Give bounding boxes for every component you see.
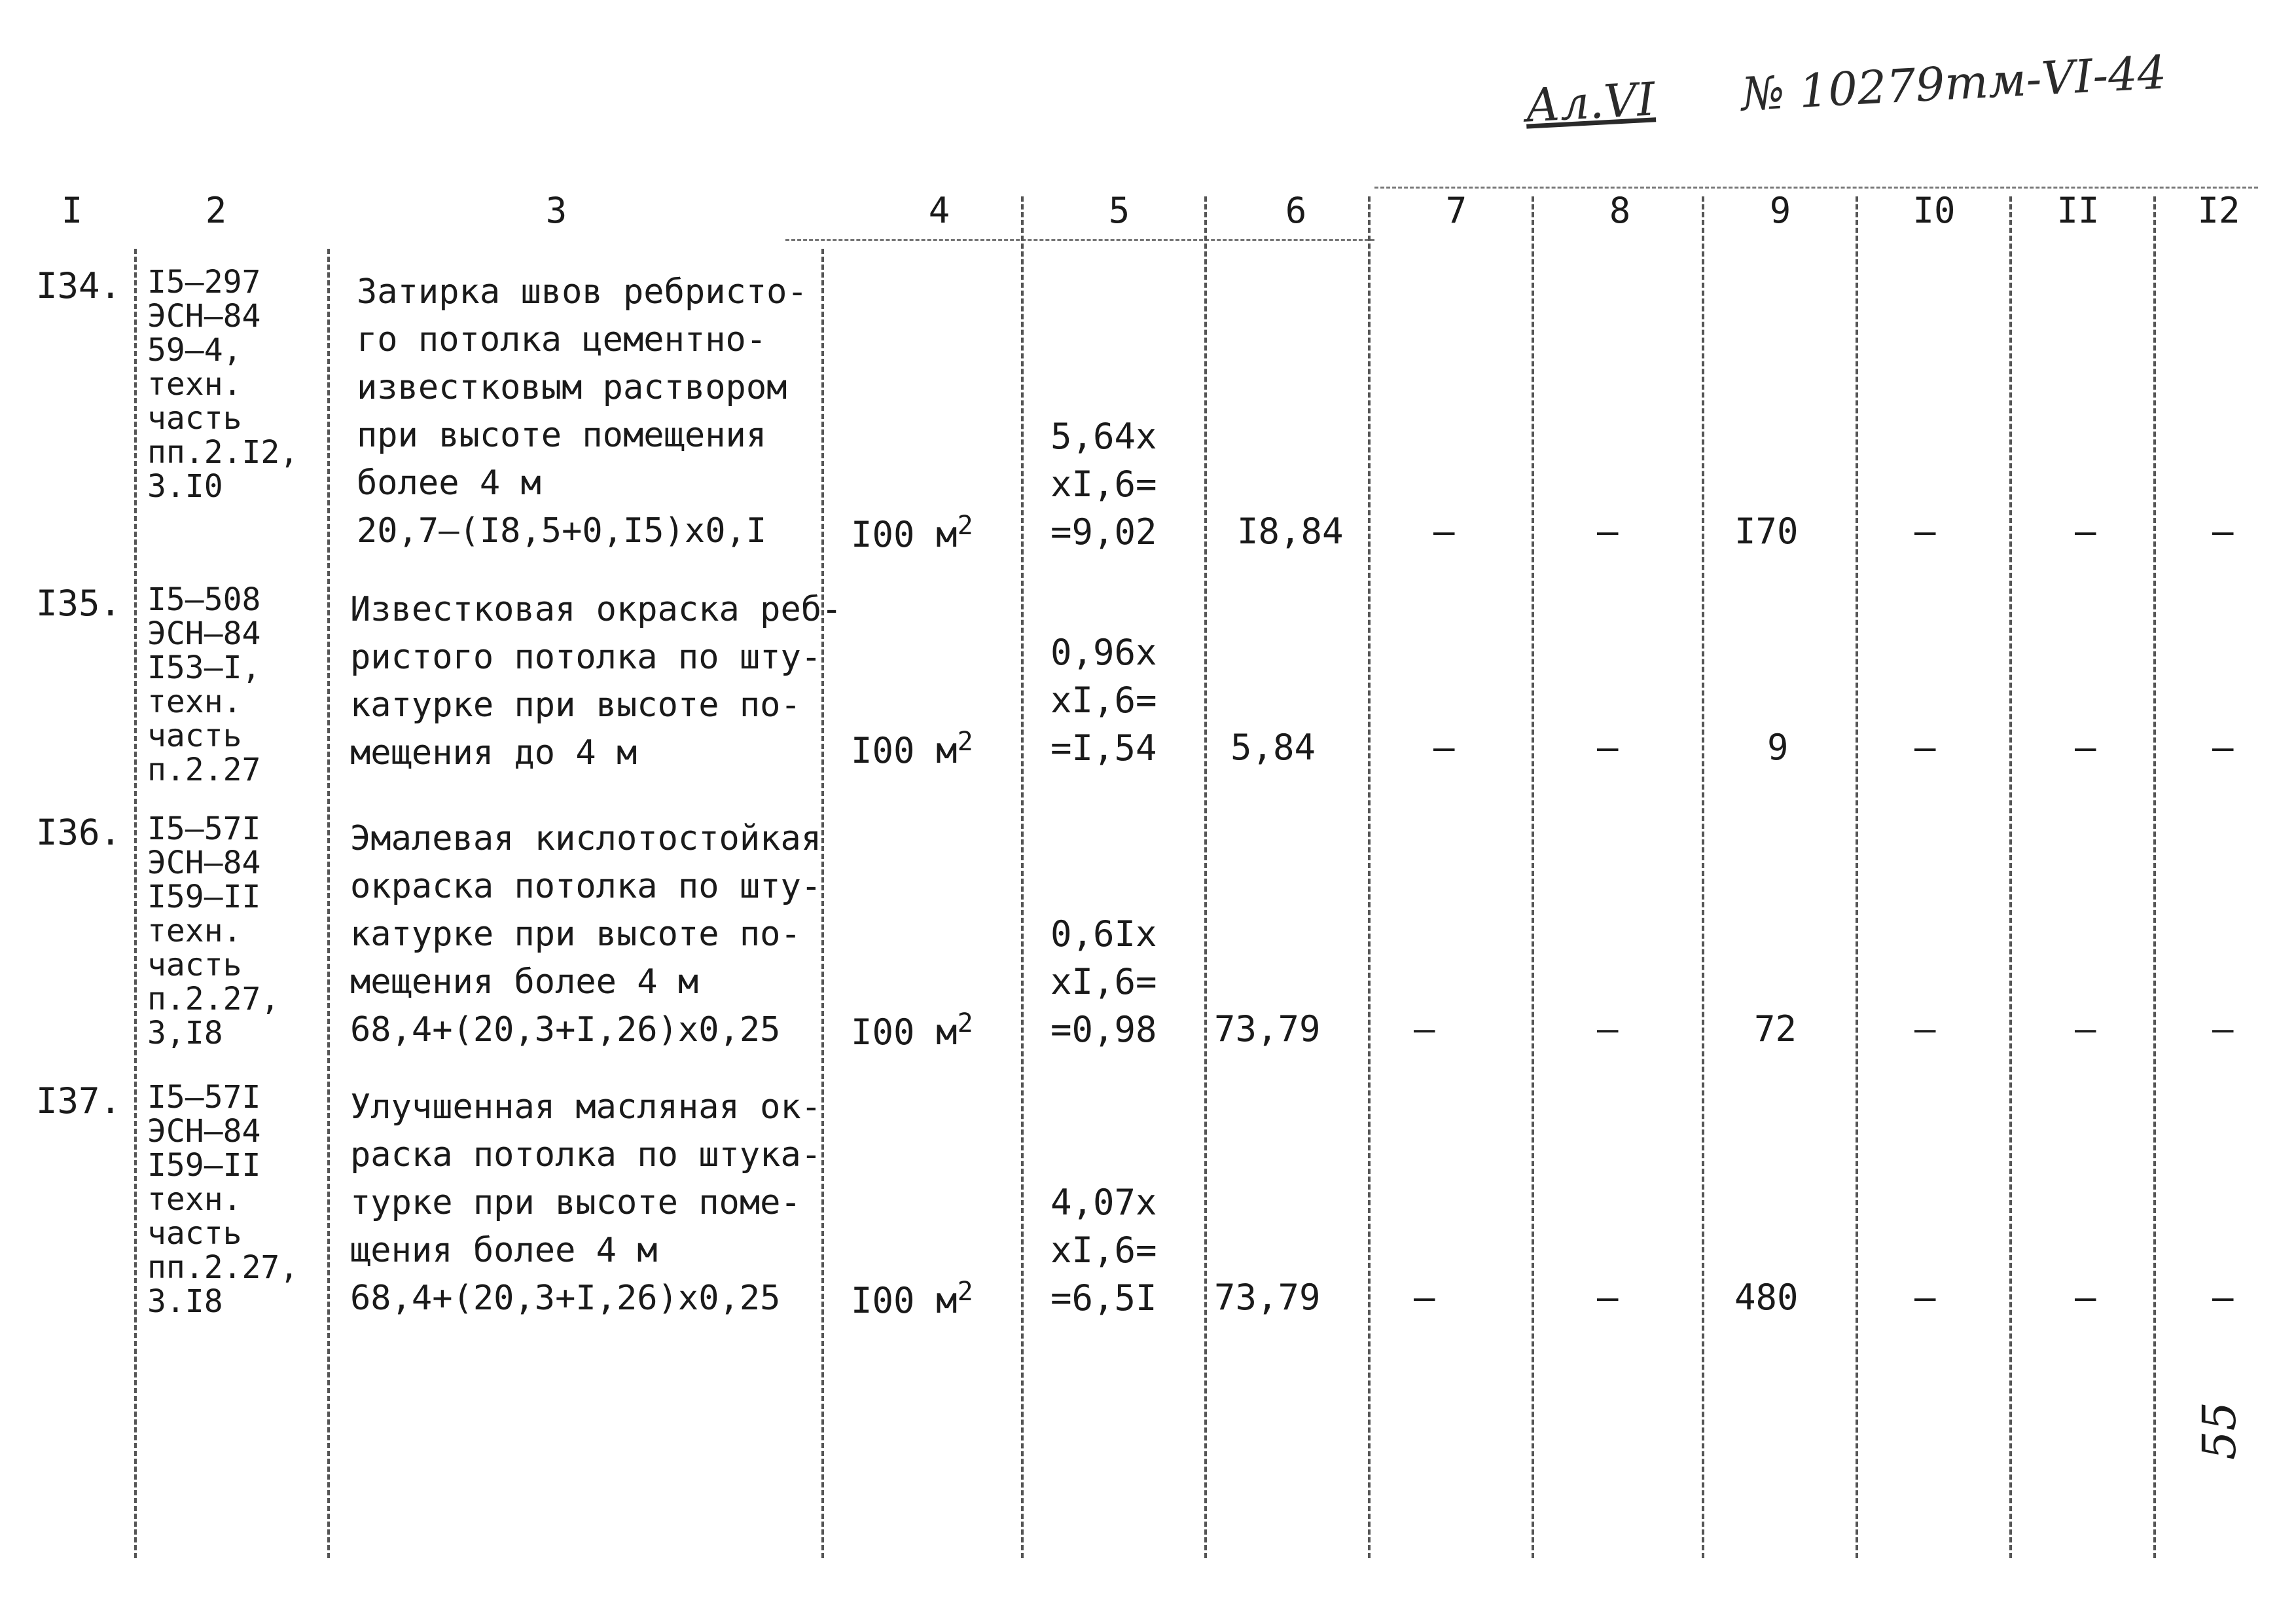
col-number-11: II <box>2056 190 2100 231</box>
table-row <box>0 1080 2296 1342</box>
archive-stamp <box>1524 45 2168 132</box>
archive-label: Ал.VI <box>1524 72 1657 133</box>
row-number: I36. <box>36 812 122 853</box>
row-col11-value: – <box>2075 1277 2096 1318</box>
col-number-10: I0 <box>1912 190 1956 231</box>
row-col10-value: – <box>1914 1277 1936 1318</box>
row-unit-exponent: 2 <box>957 511 973 541</box>
row-quantity: 5,64x xI,6= =9,02 <box>1050 416 1157 553</box>
row-col12-value: – <box>2212 1277 2234 1318</box>
header-rule-top <box>1374 187 2258 189</box>
row-number: I35. <box>36 583 122 624</box>
row-col10-value: – <box>1914 727 1936 768</box>
row-unit <box>851 1008 973 1053</box>
col-number-5: 5 <box>1108 190 1130 231</box>
row-description: Эмалевая кислотостойкая окраска потолка по шту- катурке при высоте по- мещения более 4 м 68,4+(20,3+I,26)x0,25 <box>350 819 822 1049</box>
row-number: I37. <box>36 1080 122 1122</box>
row-number: I34. <box>36 265 122 306</box>
row-reference: I5–297 ЭСН–84 59–4, техн. часть пп.2.I2, 3.I0 <box>147 264 299 505</box>
row-col9-value: 480 <box>1734 1277 1799 1318</box>
row-col6-value: 73,79 <box>1214 1277 1321 1318</box>
col-number-1: I <box>61 190 83 231</box>
column-number-header <box>0 190 2296 242</box>
row-col8-value: – <box>1597 1277 1619 1318</box>
row-unit-text: I00 м <box>851 514 958 555</box>
row-col7-value: – <box>1414 1277 1435 1318</box>
row-quantity: 4,07x xI,6= =6,5I <box>1050 1182 1157 1319</box>
row-reference: I5–57I ЭСН–84 I59–II техн. часть п.2.27, 3,I8 <box>147 811 280 1051</box>
row-col11-value: – <box>2075 1008 2096 1049</box>
row-description: Известковая окраска реб- ристого потолка по шту- катурке при высоте по- мещения до 4 м <box>350 590 842 773</box>
table-row <box>0 812 2296 1074</box>
col-number-9: 9 <box>1769 190 1791 231</box>
row-unit <box>851 727 973 771</box>
row-col6-value: 73,79 <box>1214 1008 1321 1049</box>
header-rule <box>785 239 1374 241</box>
table-row <box>0 583 2296 799</box>
table-row <box>0 265 2296 553</box>
col-number-6: 6 <box>1285 190 1307 231</box>
row-col6-value: I8,84 <box>1237 511 1344 552</box>
row-col11-value: – <box>2075 727 2096 768</box>
row-unit-text: I00 м <box>851 1012 958 1053</box>
row-quantity: 0,96x xI,6= =I,54 <box>1050 632 1157 769</box>
row-description: Затирка швов ребристо- го потолка цементно- известковым раствором при высоте помещения более 4 м 20,7–(I8,5+0,I5)x0,I <box>357 272 808 551</box>
row-col7-value: – <box>1414 1008 1435 1049</box>
row-col10-value: – <box>1914 1008 1936 1049</box>
row-unit-text: I00 м <box>851 1280 958 1321</box>
row-col9-value: 9 <box>1767 727 1789 768</box>
row-col9-value: I70 <box>1734 511 1799 552</box>
archive-number: № 10279тм-VI-44 <box>1740 45 2168 122</box>
col-number-8: 8 <box>1609 190 1631 231</box>
page-number: 55 <box>2193 1401 2246 1460</box>
row-description: Улучшенная масляная ок- раска потолка по штука- турке при высоте поме- щения более 4 м 68,4+(20,3+I,26)x0,25 <box>350 1087 822 1318</box>
col-number-7: 7 <box>1445 190 1467 231</box>
row-unit-text: I00 м <box>851 730 958 771</box>
row-col6-value: 5,84 <box>1230 727 1316 768</box>
row-col8-value: – <box>1597 727 1619 768</box>
row-col10-value: – <box>1914 511 1936 552</box>
row-col12-value: – <box>2212 1008 2234 1049</box>
row-unit-exponent: 2 <box>957 727 973 757</box>
row-col11-value: – <box>2075 511 2096 552</box>
row-reference: I5–57I ЭСН–84 I59–II техн. часть пп.2.27, 3.I8 <box>147 1079 299 1320</box>
row-unit-exponent: 2 <box>957 1008 973 1038</box>
row-reference: I5–508 ЭСН–84 I53–I, техн. часть п.2.27 <box>147 581 261 788</box>
row-quantity: 0,6Ix xI,6= =0,98 <box>1050 913 1157 1050</box>
row-unit-exponent: 2 <box>957 1277 973 1307</box>
row-col9-value: 72 <box>1754 1008 1797 1049</box>
row-col7-value: – <box>1433 727 1455 768</box>
row-col12-value: – <box>2212 511 2234 552</box>
row-col8-value: – <box>1597 511 1619 552</box>
col-number-12: I2 <box>2197 190 2240 231</box>
col-number-2: 2 <box>205 190 227 231</box>
row-unit <box>851 511 973 555</box>
row-col7-value: – <box>1433 511 1455 552</box>
col-number-4: 4 <box>928 190 950 231</box>
row-col8-value: – <box>1597 1008 1619 1049</box>
row-unit <box>851 1277 973 1321</box>
col-number-3: 3 <box>545 190 567 231</box>
row-col12-value: – <box>2212 727 2234 768</box>
